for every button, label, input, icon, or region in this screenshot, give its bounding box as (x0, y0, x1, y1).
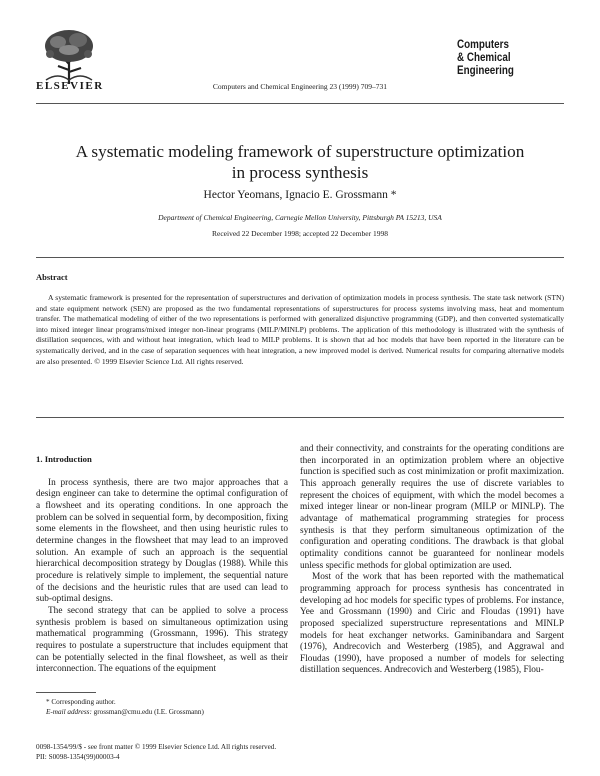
pii-line: PII: S0098-1354(99)00003-4 (36, 753, 120, 761)
abstract-heading: Abstract (36, 272, 68, 282)
title-line: A systematic modeling framework of superstructure optimization (75, 142, 525, 161)
abstract-top-rule (36, 257, 564, 258)
paragraph: The second strategy that can be applied to solve a process synthesis problem is based on simultaneous optimization using mathematical programming (Grossmann, 1996). This strategy requires to postulate a superstructure that includes equipment that can be potentially selected in the final flowsheet, as well as their interconnection. The equations of the equipment (36, 605, 288, 675)
email-label: E-mail address: (46, 708, 92, 716)
article-title (40, 141, 560, 183)
elsevier-tree-logo (38, 24, 100, 86)
journal-name-line: Computers (457, 37, 509, 51)
footnote-rule (36, 692, 96, 693)
paragraph: Most of the work that has been reported with the mathematical programming approach for process synthesis has concentrated in developing ad hoc models for specific types of problems. For instance, Yee and Grossmann (1990) and Ciric and Floudas (1991) have proposed specialized superstructure representations and MINLP models for heat exchanger networks. Gaminibandara and Sargent (1976), Andrecovich and Westerberg (1985), and Aggrawal and Floudas (1990), have proposed a number of models for selecting distillation sequences. Andrecovich and Westerberg (1985), Flou- (300, 572, 564, 676)
affiliation: Department of Chemical Engineering, Carnegie Mellon University, Pittsburgh PA 15213, USA (158, 213, 442, 222)
footnote (36, 697, 316, 717)
abstract-text: A systematic framework is presented for the representation of superstructures and derivation of optimization models in process synthesis. The state task network (STN) and state equipment network (SEN) are proposed as the two fundamental representations of superstructures for process systems involving mass, heat and momentum transfer. The mathematical modeling of either of the two representations is performed with generalized disjunctive programming (GDP), and then converted systematically into mixed integer linear programs/mixed integer non-linear programs (MILP/MINLP) problems. The application of this methodology is illustrated with the synthesis of distillation sequences, with and without heat integration, which lead to MILP problems. It is shown that ad hoc models that have been reported in the literature can be systematically derived, and in the case of separation sequences with heat integration, a new improved model is derived. Numerical results for comparing alternative models are also presented. © 1999 Elsevier Science Ltd. All rights reserved. (36, 293, 564, 366)
authors: Hector Yeomans, Ignacio E. Grossmann * (203, 189, 397, 201)
title-line: in process synthesis (231, 163, 369, 182)
abstract-bottom-rule (36, 417, 564, 418)
header-rule (36, 103, 564, 104)
left-column (36, 454, 288, 676)
publisher-name: ELSEVIER (36, 80, 104, 92)
email-address: grossman@cmu.edu (I.E. Grossmann) (91, 708, 204, 716)
paragraph: and their connectivity, and constraints for the operating conditions are then incorporated in an optimization problem where an objective function is specified such as cost minimization or profit maximization. This approach generally requires the use of discrete variables to represent the choices of equipment, with which the model becomes a mixed integer linear or non-linear program (MILP or MINLP). The advantage of mathematical programming strategies for process synthesis is that they perform simultaneous optimization of the configuration and operating conditions. The drawback is that global optimality conditions cannot be guaranteed for nonlinear models unless specific methods for global optimization are used. (300, 444, 564, 571)
section-heading (36, 454, 288, 466)
email-line (36, 707, 316, 717)
journal-name (457, 38, 555, 77)
issn-line: 0098-1354/99/$ - see front matter © 1999 Elsevier Science Ltd. All rights reserved. (36, 743, 277, 751)
copyright-block (36, 742, 536, 762)
received-dates: Received 22 December 1998; accepted 22 December 1998 (212, 229, 388, 238)
section-title: Introduction (44, 454, 92, 464)
corresponding-author-note: * Corresponding author. (46, 698, 116, 706)
paragraph: In process synthesis, there are two major approaches that a design engineer can take to determine the optimal configuration of a flowsheet and its operating conditions. In one approach the problem can be solved in sequential form, by decomposition, fixing some elements in the flowsheet, and then using heuristic rules to determine changes in the flowsheet that may lead to an improved solution. An example of such an approach is the sequential hierarchical decomposition strategy by Douglas (1988). While this procedure is relatively simple to implement, the sequential nature of the decisions and the heuristic rules that are used can lead to sub-optimal designs. (36, 477, 288, 605)
journal-reference: Computers and Chemical Engineering 23 (1999) 709–731 (212, 82, 388, 91)
journal-name-line: Engineering (457, 63, 514, 77)
journal-name-line: & Chemical (457, 50, 511, 64)
section-number: 1. (36, 454, 43, 464)
right-column (300, 444, 564, 677)
